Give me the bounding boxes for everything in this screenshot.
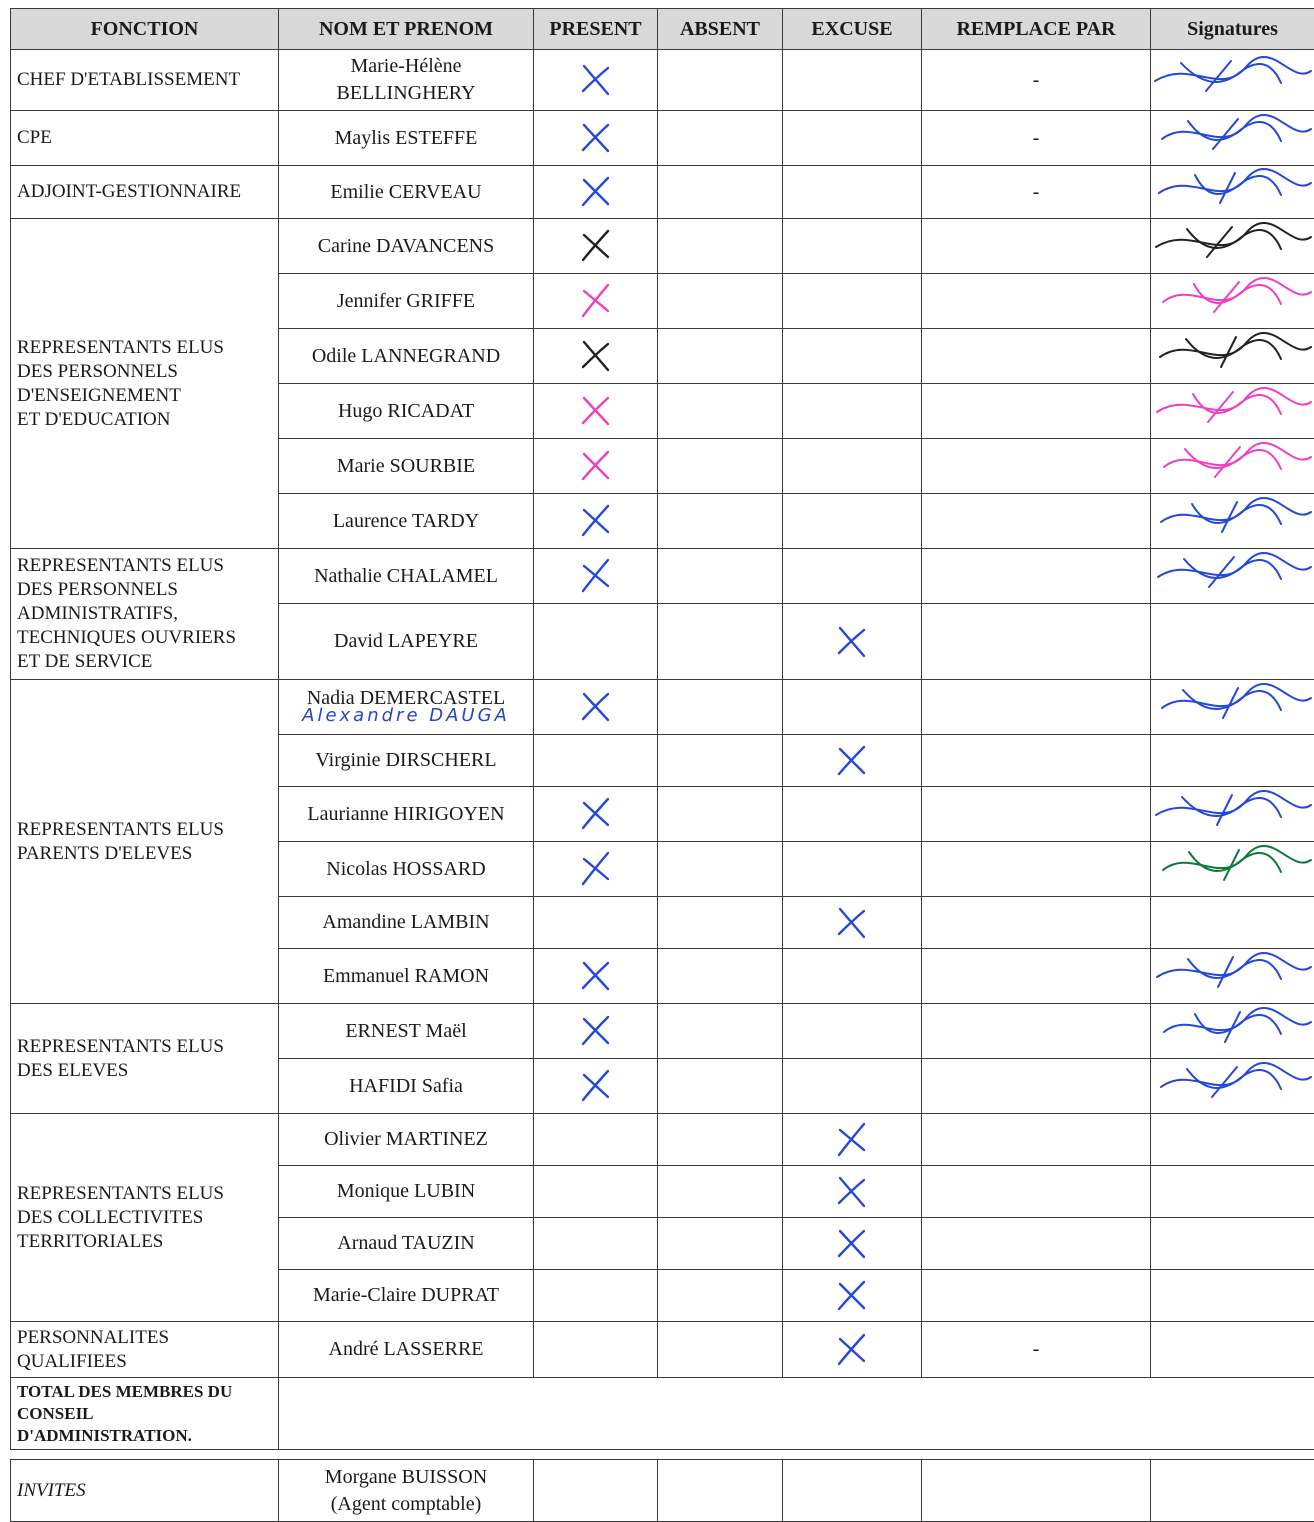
member-name [279,219,534,274]
fonction-cell: REPRESENTANTS ELUS DES ELEVES [11,1004,279,1114]
absent-cell[interactable] [658,50,783,111]
signature-scribble [1151,50,1314,104]
remplace-cell [922,494,1151,549]
signature-cell[interactable] [1151,166,1314,219]
signature-scribble [1151,1059,1314,1107]
signature-scribble [1151,494,1314,542]
member-name-text: Laurence TARDY [333,510,479,532]
absent-cell[interactable] [658,1218,783,1270]
member-name-text: Marie-Hélène BELLINGHERY [337,55,476,104]
remplace-cell [922,604,1151,680]
absent-cell[interactable] [658,384,783,439]
cross-mark-icon [576,391,616,431]
remplace-cell [922,1218,1151,1270]
member-name-text: André LASSERRE [329,1338,484,1360]
excuse-cell[interactable] [783,50,922,111]
member-name [279,274,534,329]
present-cell[interactable] [534,897,658,949]
remplace-cell: - [922,166,1151,219]
invite-row [11,1460,1314,1522]
cross-mark-icon [576,501,616,541]
signature-cell[interactable] [1151,1059,1314,1114]
cross-mark-icon [832,622,872,662]
remplace-cell [922,1270,1151,1322]
signature-cell[interactable] [1151,494,1314,549]
signature-scribble [1151,384,1314,432]
member-name [279,494,534,549]
excuse-cell[interactable] [783,384,922,439]
present-cell[interactable] [534,1114,658,1166]
present-cell[interactable] [534,680,658,735]
remplace-cell [922,1460,1151,1522]
cross-mark-icon [576,336,616,376]
cross-mark-icon [832,1224,872,1264]
fonction-cell: REPRESENTANTS ELUS PARENTS D'ELEVES [11,680,279,1004]
absent-cell[interactable] [658,329,783,384]
member-name [279,1059,534,1114]
table-row [11,1322,1314,1378]
signature-cell[interactable] [1151,787,1314,842]
absent-cell[interactable] [658,787,783,842]
member-name [279,842,534,897]
member-name-text: Nathalie CHALAMEL [314,565,498,587]
signature-scribble [1151,166,1314,212]
excuse-cell[interactable] [783,219,922,274]
absent-cell[interactable] [658,897,783,949]
signature-cell[interactable] [1151,1322,1314,1378]
absent-cell[interactable] [658,439,783,494]
excuse-cell[interactable] [783,1218,922,1270]
excuse-cell[interactable] [783,1004,922,1059]
member-name: Morgane BUISSON (Agent comptable) [279,1460,534,1522]
absent-cell[interactable] [658,111,783,166]
signature-cell[interactable] [1151,1270,1314,1322]
signature-scribble [1151,329,1314,377]
member-name [279,604,534,680]
remplace-cell [922,1114,1151,1166]
absent-cell[interactable] [658,680,783,735]
signature-scribble [1151,787,1314,835]
present-cell[interactable] [534,494,658,549]
header-excuse: EXCUSE [783,9,922,50]
present-cell[interactable] [534,166,658,219]
excuse-cell[interactable] [783,949,922,1004]
header-fonction: FONCTION [11,9,279,50]
member-name-text: Nicolas HOSSARD [326,858,485,880]
table-row [11,1004,1314,1059]
absent-cell[interactable] [658,494,783,549]
header-present: PRESENT [534,9,658,50]
signature-cell[interactable] [1151,1460,1314,1522]
header-nom: NOM ET PRENOM [279,9,534,50]
cross-mark-icon [576,556,616,596]
remplace-cell [922,1004,1151,1059]
absent-cell[interactable] [658,1322,783,1378]
present-cell[interactable] [534,1460,658,1522]
signature-cell[interactable] [1151,219,1314,274]
total-value [279,1378,1314,1450]
cross-mark-icon [576,118,616,158]
present-cell[interactable] [534,604,658,680]
member-name [279,897,534,949]
present-cell[interactable] [534,329,658,384]
absent-cell[interactable] [658,166,783,219]
member-name [279,384,534,439]
signature-cell[interactable] [1151,1004,1314,1059]
signature-cell[interactable] [1151,735,1314,787]
table-row [11,1114,1314,1166]
excuse-cell[interactable] [783,1460,922,1522]
excuse-cell[interactable] [783,897,922,949]
absent-cell[interactable] [658,549,783,604]
excuse-cell[interactable] [783,1059,922,1114]
present-cell[interactable] [534,1059,658,1114]
signature-cell[interactable] [1151,842,1314,897]
table-row [11,166,1314,219]
signature-cell[interactable] [1151,329,1314,384]
present-cell[interactable] [534,1322,658,1378]
spacer-cell [11,1450,1314,1460]
absent-cell[interactable] [658,949,783,1004]
signature-cell[interactable] [1151,604,1314,680]
remplace-cell [922,549,1151,604]
present-cell[interactable] [534,50,658,111]
absent-cell[interactable] [658,1166,783,1218]
member-name-text: Emmanuel RAMON [323,965,489,987]
member-name [279,1114,534,1166]
excuse-cell[interactable] [783,111,922,166]
present-cell[interactable] [534,1004,658,1059]
member-name [279,50,534,111]
signature-cell[interactable] [1151,1218,1314,1270]
absent-cell[interactable] [658,1114,783,1166]
present-cell[interactable] [534,1166,658,1218]
absent-cell[interactable] [658,219,783,274]
remplace-cell [922,735,1151,787]
excuse-cell[interactable] [783,1322,922,1378]
member-name [279,787,534,842]
member-name [279,329,534,384]
cross-mark-icon [576,172,616,212]
fonction-cell: CHEF D'ETABLISSEMENT [11,50,279,111]
signature-scribble [1151,274,1314,322]
absent-cell[interactable] [658,1270,783,1322]
excuse-cell[interactable] [783,1166,922,1218]
member-name-text: HAFIDI Safia [349,1075,463,1097]
remplace-cell [922,384,1151,439]
remplace-cell: - [922,50,1151,111]
remplace-cell: - [922,111,1151,166]
remplace-cell [922,219,1151,274]
signature-cell[interactable] [1151,50,1314,111]
member-name [279,680,534,735]
present-cell[interactable] [534,1270,658,1322]
signature-scribble [1151,1004,1314,1052]
member-name [279,1166,534,1218]
excuse-cell[interactable] [783,787,922,842]
excuse-cell[interactable] [783,1114,922,1166]
member-name [279,549,534,604]
cross-mark-icon [832,1276,872,1316]
signature-cell[interactable] [1151,897,1314,949]
present-cell[interactable] [534,842,658,897]
fonction-cell: ADJOINT-GESTIONNAIRE [11,166,279,219]
member-name-text: Emilie CERVEAU [330,181,481,203]
handwritten-replacement: Alexandre DAUGA [285,702,527,729]
member-name-text: Amandine LAMBIN [322,911,489,933]
member-name-text: Carine DAVANCENS [318,235,495,257]
header-signatures: Signatures [1151,9,1314,50]
member-name-text: Odile LANNEGRAND [312,345,500,367]
remplace-cell [922,1166,1151,1218]
excuse-cell[interactable] [783,329,922,384]
excuse-cell[interactable] [783,1270,922,1322]
signature-cell[interactable] [1151,384,1314,439]
remplace-cell [922,439,1151,494]
fonction-cell: REPRESENTANTS ELUS DES PERSONNELS ADMINISTRATIFS, TECHNIQUES OUVRIERS ET DE SERVICE [11,549,279,680]
fonction-cell: REPRESENTANTS ELUS DES PERSONNELS D'ENSEIGNEMENT ET D'EDUCATION [11,219,279,549]
cross-mark-icon [576,446,616,486]
signature-scribble [1151,549,1314,597]
signature-scribble [1151,842,1314,890]
cross-mark-icon [576,1066,616,1106]
present-cell[interactable] [534,111,658,166]
member-name-text: Monique LUBIN [337,1180,475,1202]
remplace-cell: - [922,1322,1151,1378]
cross-mark-icon [576,226,616,266]
member-name-text: Marie SOURBIE [337,455,475,477]
fonction-cell: PERSONNALITES QUALIFIEES [11,1322,279,1378]
member-name-text: David LAPEYRE [334,630,478,652]
member-name [279,439,534,494]
member-name-text: Arnaud TAUZIN [337,1232,474,1254]
member-name [279,735,534,787]
excuse-cell[interactable] [783,604,922,680]
cross-mark-icon [576,60,616,100]
member-name [279,166,534,219]
remplace-cell [922,274,1151,329]
present-cell[interactable] [534,735,658,787]
table-row [11,50,1314,111]
cross-mark-icon [832,1330,872,1370]
present-cell[interactable] [534,549,658,604]
remplace-cell [922,329,1151,384]
excuse-cell[interactable] [783,166,922,219]
member-name [279,111,534,166]
signature-scribble [1151,680,1314,728]
cross-mark-icon [576,849,616,889]
signature-cell[interactable] [1151,439,1314,494]
signature-scribble [1151,439,1314,487]
spacer-row [11,1450,1314,1460]
member-name-text: Jennifer GRIFFE [337,290,475,312]
excuse-cell[interactable] [783,439,922,494]
table-row [11,680,1314,735]
attendance-table [10,8,1314,1522]
excuse-cell[interactable] [783,680,922,735]
present-cell[interactable] [534,439,658,494]
excuse-cell[interactable] [783,842,922,897]
remplace-cell [922,1059,1151,1114]
absent-cell[interactable] [658,274,783,329]
cross-mark-icon [576,281,616,321]
absent-cell[interactable] [658,842,783,897]
signature-cell[interactable] [1151,949,1314,1004]
member-name-text: ERNEST Maël [345,1020,466,1042]
fonction-cell: CPE [11,111,279,166]
signature-cell[interactable] [1151,1114,1314,1166]
member-name [279,1322,534,1378]
signature-scribble [1151,219,1314,267]
fonction-cell: INVITES [11,1460,279,1522]
absent-cell[interactable] [658,604,783,680]
member-name-text: Hugo RICADAT [338,400,474,422]
present-cell[interactable] [534,219,658,274]
cross-mark-icon [576,794,616,834]
present-cell[interactable] [534,787,658,842]
signature-cell[interactable] [1151,274,1314,329]
member-name-text: Laurianne HIRIGOYEN [307,803,504,825]
signature-scribble [1151,111,1314,159]
signature-cell[interactable] [1151,1166,1314,1218]
excuse-cell[interactable] [783,494,922,549]
signature-cell[interactable] [1151,680,1314,735]
member-name-text: Maylis ESTEFFE [335,127,478,149]
signature-scribble [1151,949,1314,997]
header-remplace: REMPLACE PAR [922,9,1151,50]
cross-mark-icon [832,741,872,781]
member-name [279,949,534,1004]
excuse-cell[interactable] [783,735,922,787]
signature-cell[interactable] [1151,111,1314,166]
absent-cell[interactable] [658,1004,783,1059]
total-label: TOTAL DES MEMBRES DU CONSEIL D'ADMINISTRATION. [11,1378,279,1450]
cross-mark-icon [576,956,616,996]
present-cell[interactable] [534,1218,658,1270]
absent-cell[interactable] [658,1460,783,1522]
fonction-cell: REPRESENTANTS ELUS DES COLLECTIVITES TERRITORIALES [11,1114,279,1322]
cross-mark-icon [576,687,616,727]
member-name [279,1218,534,1270]
remplace-cell [922,787,1151,842]
signature-cell[interactable] [1151,549,1314,604]
remplace-cell [922,842,1151,897]
present-cell[interactable] [534,949,658,1004]
member-name-text: Marie-Claire DUPRAT [313,1284,499,1306]
remplace-cell [922,897,1151,949]
excuse-cell[interactable] [783,549,922,604]
member-name-text: Virginie DIRSCHERL [315,749,496,771]
header-row [11,9,1314,50]
member-name-text: Nadia DEMERCASTEL [307,687,505,709]
present-cell[interactable] [534,384,658,439]
absent-cell[interactable] [658,735,783,787]
table-row [11,111,1314,166]
cross-mark-icon [832,903,872,943]
member-name-text: Olivier MARTINEZ [324,1128,488,1150]
excuse-cell[interactable] [783,274,922,329]
member-name [279,1270,534,1322]
total-row [11,1378,1314,1450]
header-absent: ABSENT [658,9,783,50]
table-row [11,219,1314,274]
cross-mark-icon [832,1120,872,1160]
present-cell[interactable] [534,274,658,329]
member-name [279,1004,534,1059]
cross-mark-icon [832,1172,872,1212]
table-row [11,549,1314,604]
absent-cell[interactable] [658,1059,783,1114]
remplace-cell [922,949,1151,1004]
remplace-cell [922,680,1151,735]
cross-mark-icon [576,1011,616,1051]
